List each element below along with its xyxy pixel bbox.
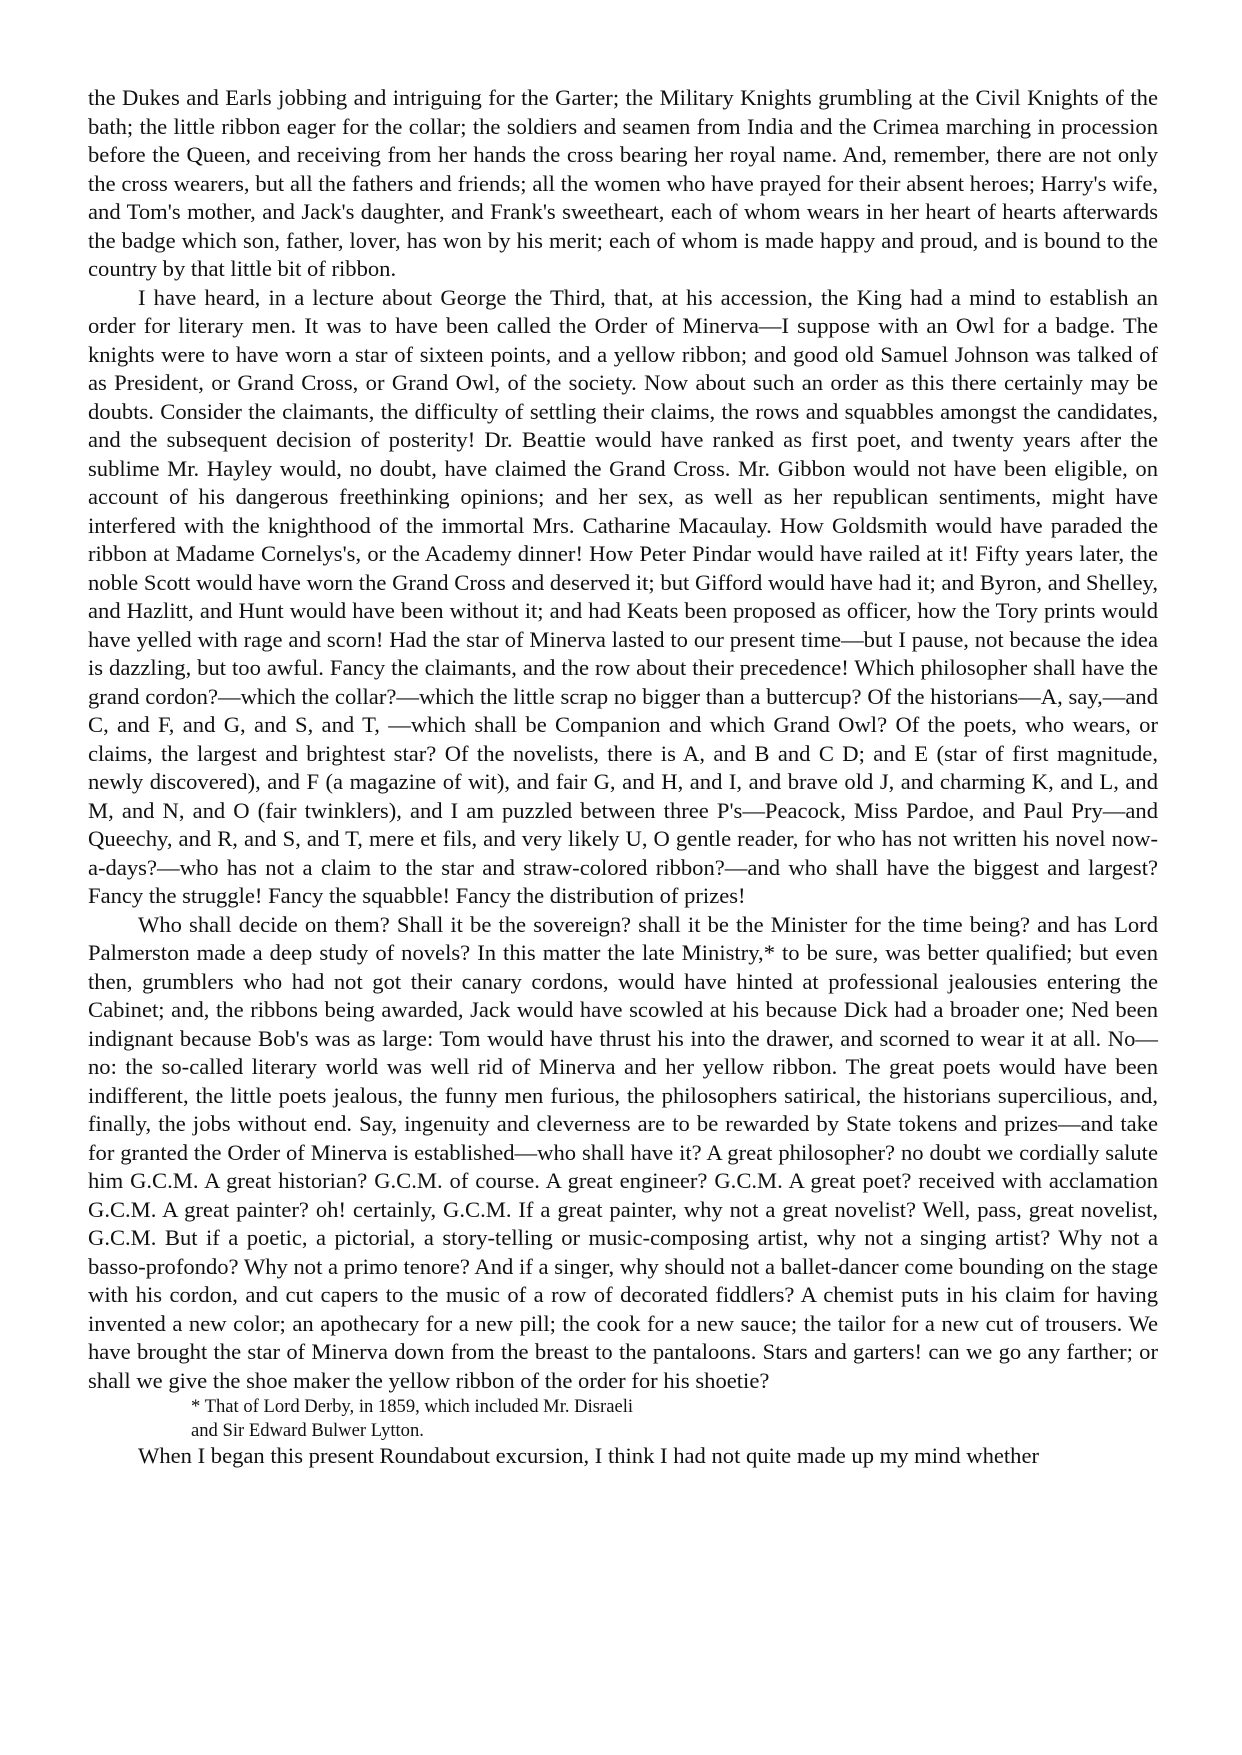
paragraph-who-shall-decide: Who shall decide on them? Shall it be the sovereign? shall it be the Minister for the time being? and has Lord Palmerston made a deep study of novels? In this matter the late Ministry,* to be sure, was better qualified; but even then, grumblers who had not got their canary cordons, would have hinted at professional jealousies entering the Cabinet; and, the ribbons being awarded, Jack would have scowled at his because Dick had a broader one; Ned been indignant because Bob's was as large: Tom would have thrust his into the drawer, and scorned to wear it at all. No—no: the so-called literary world was well rid of Minerva and her yellow ribbon. The great poets would have been indifferent, the little poets jealous, the funny men furious, the philosophers satirical, the historians supercilious, and, finally, the jobs without end. Say, ingenuity and cleverness are to be rewarded by State tokens and prizes—and take for granted the Order of Minerva is established—who shall have it? A great philosopher? no doubt we cordially salute him G.C.M. A great historian? G.C.M. of course. A great engineer? G.C.M. A great poet? received with acclamation G.C.M. A great painter? oh! certainly, G.C.M. If a great painter, why not a great novelist? Well, pass, great novelist, G.C.M. But if a poetic, a pictorial, a story-telling or music-composing artist, why not a singing artist? Why not a basso-profondo? Why not a primo tenore? And if a singer, why should not a ballet-dancer come bounding on the stage with his cordon, and cut capers to the music of a row of decorated fiddlers? A chemist puts in his claim for having invented a new color; an apothecary for a new pill; the cook for a new sauce; the tailor for a new cut of trousers. We have brought the star of Minerva down from the breast to the pantaloons. Stars and garters! can we go any farther; or shall we give the shoe maker the yellow ribbon of the order for his shoetie? (88, 911, 1158, 1393)
page-body (88, 84, 1158, 1471)
footnote-line: * That of Lord Derby, in 1859, which included Mr. Disraeli (191, 1396, 634, 1417)
paragraph-garter-ribbon: the Dukes and Earls jobbing and intriguing for the Garter; the Military Knights grumbling at the Civil Knights of the bath; the little ribbon eager for the collar; the soldiers and seamen from India and the Crimea marching in procession before the Queen, and receiving from her hands the cross bearing her royal name. And, remember, there are not only the cross wearers, but all the fathers and friends; all the women who have prayed for their absent heroes; Harry's wife, and Tom's mother, and Jack's daughter, and Frank's sweetheart, each of whom wears in her heart of hearts afterwards the badge which son, father, lover, has won by his merit; each of whom is made happy and proud, and is bound to the country by that little bit of ribbon. (88, 85, 1158, 281)
footnote (191, 1395, 1158, 1442)
paragraph-closing: When I began this present Roundabout excursion, I think I had not quite made up my mind whether (138, 1443, 1040, 1468)
paragraph-order-of-minerva: I have heard, in a lecture about George the Third, that, at his accession, the King had a mind to establish an order for literary men. It was to have been called the Order of Minerva—I suppose with an Owl for a badge. The knights were to have worn a star of sixteen points, and a yellow ribbon; and good old Samuel Johnson was talked of as President, or Grand Cross, or Grand Owl, of the society. Now about such an order as this there certainly may be doubts. Consider the claimants, the difficulty of settling their claims, the rows and squabbles amongst the candidates, and the subsequent decision of posterity! Dr. Beattie would have ranked as first poet, and twenty years after the sublime Mr. Hayley would, no doubt, have claimed the Grand Cross. Mr. Gibbon would not have been eligible, on account of his dangerous freethinking opinions; and her sex, as well as her republican sentiments, might have interfered with the knighthood of the immortal Mrs. Catharine Macaulay. How Goldsmith would have paraded the ribbon at Madame Cornelys's, or the Academy dinner! How Peter Pindar would have railed at it! Fifty years later, the noble Scott would have worn the Grand Cross and deserved it; but Gifford would have had it; and Byron, and Shelley, and Hazlitt, and Hunt would have been without it; and had Keats been proposed as officer, how the Tory prints would have yelled with rage and scorn! Had the star of Minerva lasted to our present time—but I pause, not because the idea is dazzling, but too awful. Fancy the claimants, and the row about their precedence! Which philosopher shall have the grand cordon?—which the collar?—which the little scrap no bigger than a buttercup? Of the historians—A, say,—and C, and F, and G, and S, and T, —which shall be Companion and which Grand Owl? Of the poets, who wears, or claims, the largest and brightest star? Of the novelists, there is A, and B and C D; and E (star of first magnitude, newly discovered), and F (a magazine of wit), and fair G, and H, and I, and brave old J, and charming K, and L, and M, and N, and O (fair twinklers), and I am puzzled between three P's—Peacock, Miss Pardoe, and Paul Pry—and Queechy, and R, and S, and T, mere et fils, and very likely U, O gentle reader, for who has not written his novel now-a-days?—who has not a claim to the star and straw-colored ribbon?—and who shall have the biggest and largest? Fancy the struggle! Fancy the squabble! Fancy the distribution of prizes! (88, 284, 1158, 908)
footnote-line: and Sir Edward Bulwer Lytton. (191, 1419, 424, 1441)
